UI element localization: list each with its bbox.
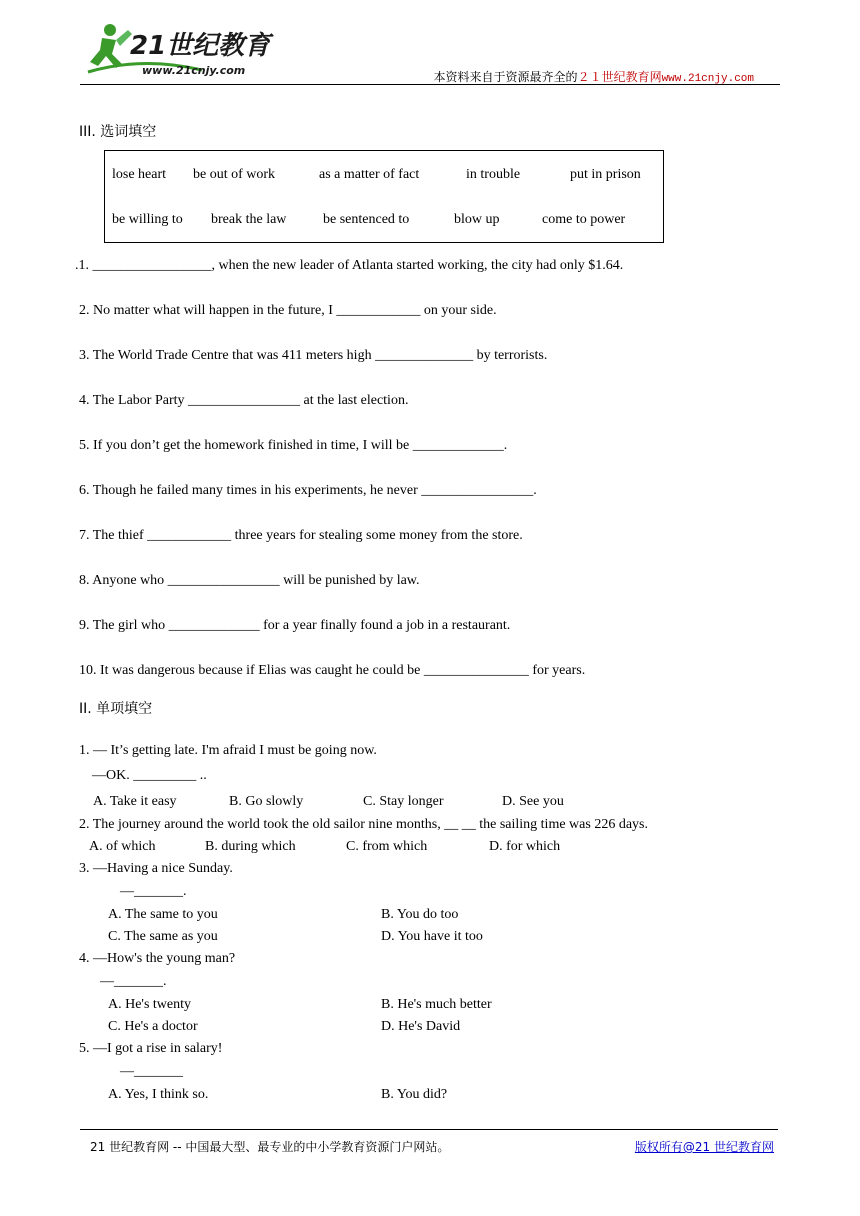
mc-option: A. of which bbox=[89, 839, 156, 854]
section2-title: II. 单项填空 bbox=[79, 701, 153, 717]
footer-copyright-link[interactable]: 版权所有@21 世纪教育网 bbox=[634, 1140, 774, 1154]
mc-question: 2. The journey around the world took the old sailor nine months, __ __ the sailing time was 226 days. bbox=[79, 817, 648, 832]
header-note-url[interactable]: www.21cnjy.com bbox=[661, 73, 754, 85]
word-item: put in prison bbox=[570, 167, 641, 182]
mc-option: B. You did? bbox=[381, 1087, 448, 1102]
question-item: 9. The girl who _____________ for a year finally found a job in a restaurant. bbox=[79, 618, 511, 633]
mc-question: 1. — It’s getting late. I'm afraid I must be going now. bbox=[79, 743, 377, 758]
footer-text: 21 世纪教育网 -- 中国最大型、最专业的中小学教育资源门户网站。 bbox=[90, 1140, 450, 1154]
mc-question: 3. —Having a nice Sunday. bbox=[79, 861, 233, 876]
question-item: 8. Anyone who ________________ will be punished by law. bbox=[79, 573, 420, 588]
header-note-prefix: 本资料来自于资源最齐全的 bbox=[433, 70, 578, 84]
mc-option: D. for which bbox=[489, 839, 561, 854]
question-item: 2. No matter what will happen in the future, I ____________ on your side. bbox=[79, 303, 497, 318]
mc-question: 4. —How's the young man? bbox=[79, 951, 236, 966]
question-item: 7. The thief ____________ three years for stealing some money from the store. bbox=[79, 528, 523, 543]
mc-option: C. He's a doctor bbox=[108, 1019, 198, 1034]
mc-question: 5. —I got a rise in salary! bbox=[79, 1041, 223, 1056]
section3-title: III. 选词填空 bbox=[79, 124, 157, 140]
question-item: 3. The World Trade Centre that was 411 meters high ______________ by terrorists. bbox=[79, 348, 548, 363]
mc-reply: —OK. _________ .. bbox=[92, 768, 207, 783]
word-item: come to power bbox=[542, 212, 626, 227]
mc-option: D. He's David bbox=[381, 1019, 461, 1034]
question-item: 5. If you don’t get the homework finished in time, I will be _____________. bbox=[79, 438, 508, 453]
word-item: as a matter of fact bbox=[319, 167, 420, 182]
mc-option: B. You do too bbox=[381, 907, 459, 922]
word-item: blow up bbox=[454, 212, 500, 227]
mc-option: A. The same to you bbox=[108, 907, 218, 922]
mc-option: D. See you bbox=[502, 794, 564, 809]
header-note bbox=[434, 68, 754, 85]
word-item: break the law bbox=[211, 212, 287, 227]
mc-reply: —_______. bbox=[120, 884, 187, 899]
mc-option: B. Go slowly bbox=[229, 794, 304, 809]
logo-url: www.21cnjy.com bbox=[142, 64, 246, 77]
mc-option: D. You have it too bbox=[381, 929, 483, 944]
word-item: in trouble bbox=[466, 167, 521, 182]
word-item: be sentenced to bbox=[323, 212, 410, 227]
mc-option: C. The same as you bbox=[108, 929, 218, 944]
logo bbox=[82, 20, 282, 82]
mc-reply: —_______. bbox=[100, 974, 167, 989]
header-divider bbox=[80, 84, 780, 85]
question-item: 6. Though he failed many times in his experiments, he never ________________. bbox=[79, 483, 537, 498]
mc-reply: —_______ bbox=[120, 1064, 183, 1079]
mc-option: A. Yes, I think so. bbox=[108, 1087, 209, 1102]
mc-option: C. from which bbox=[346, 839, 428, 854]
word-box bbox=[104, 150, 664, 243]
page-header bbox=[0, 0, 860, 90]
mc-option: B. He's much better bbox=[381, 997, 492, 1012]
word-item: be out of work bbox=[193, 167, 276, 182]
mc-option: C. Stay longer bbox=[363, 794, 444, 809]
mc-option: A. He's twenty bbox=[108, 997, 192, 1012]
question-item: 10. It was dangerous because if Elias was caught he could be _______________ for years. bbox=[79, 663, 586, 678]
mc-option: B. during which bbox=[205, 839, 296, 854]
word-item: be willing to bbox=[112, 212, 183, 227]
mc-option: A. Take it easy bbox=[93, 794, 177, 809]
logo-text: 21世纪教育 bbox=[130, 31, 271, 61]
question-item: .1. _________________, when the new leader of Atlanta started working, the city had only $1.64. bbox=[75, 258, 624, 273]
word-item: lose heart bbox=[112, 167, 167, 182]
header-note-highlight: ２１世纪教育网 bbox=[577, 70, 662, 84]
footer-divider bbox=[80, 1129, 778, 1130]
question-item: 4. The Labor Party ________________ at the last election. bbox=[79, 393, 409, 408]
